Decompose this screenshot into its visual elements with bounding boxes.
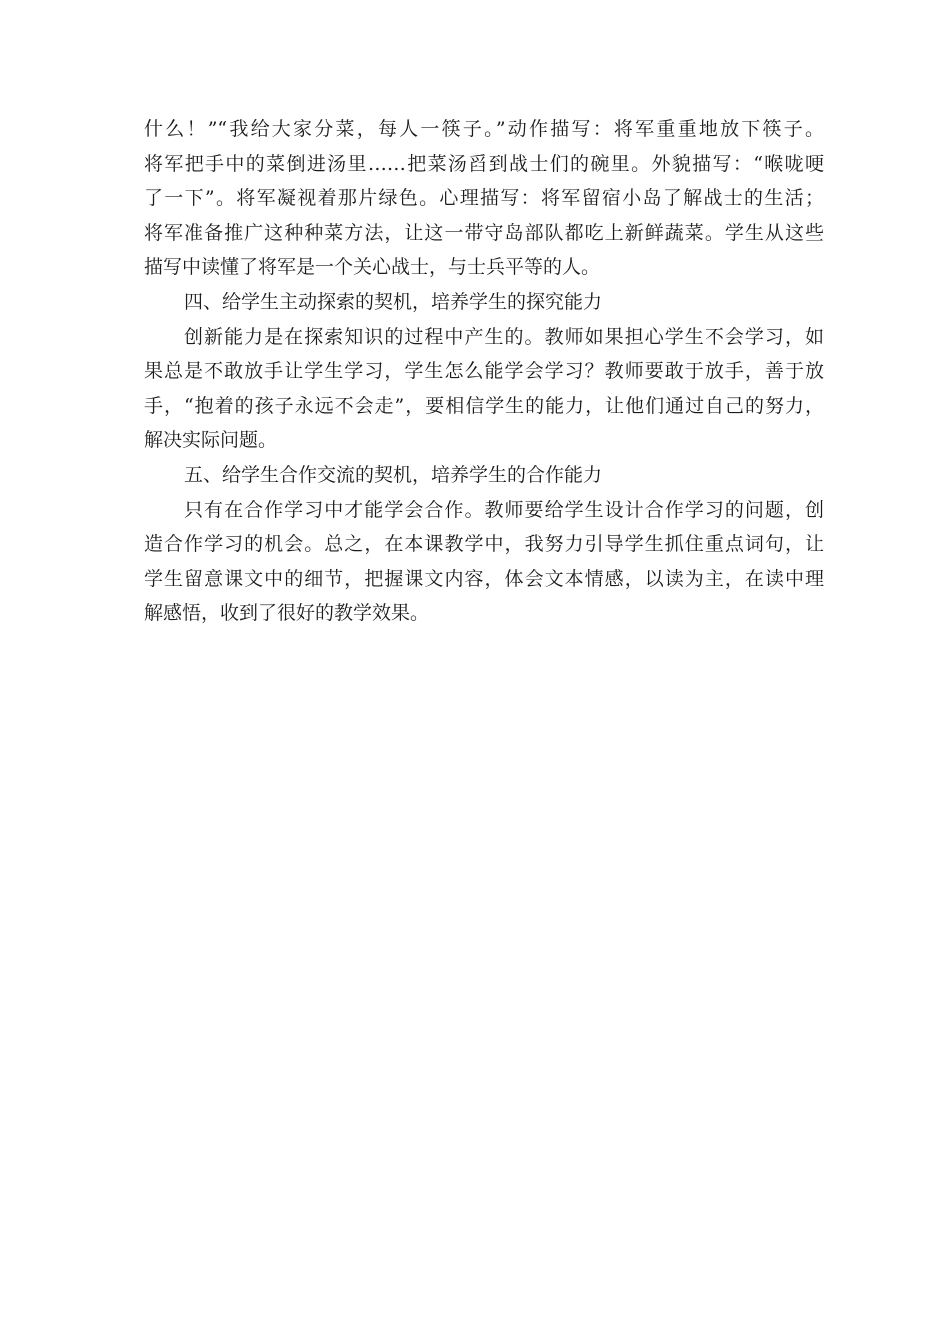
paragraph-line: 果总是不敢放手让学生学习，学生怎么能学会学习？教师要敢于放手，善于放: [144, 360, 824, 383]
paragraph-line: 描写中读懂了将军是一个关心战士，与士兵平等的人。: [144, 256, 601, 279]
paragraph-line: 解决实际问题。: [144, 429, 278, 452]
paragraph-line: 学生留意课文中的细节，把握课文内容，体会文本情感，以读为主，在读中理: [144, 567, 824, 590]
paragraph-line: 将军准备推广这种种菜方法，让这一带守岛部队都吃上新鲜蔬菜。学生从这些: [144, 221, 824, 244]
section-heading: 五、给学生合作交流的契机，培养学生的合作能力: [184, 463, 603, 486]
paragraph-line: 解感悟，收到了很好的教学效果。: [144, 602, 430, 625]
document-body: [144, 112, 824, 631]
paragraph-line: 手，“抱着的孩子永远不会走”，要相信学生的能力，让他们通过自己的努力，: [144, 394, 824, 417]
paragraph-line: 创新能力是在探索知识的过程中产生的。教师如果担心学生不会学习，如: [184, 325, 824, 348]
paragraph-line: 造合作学习的机会。总之，在本课教学中，我努力引导学生抓住重点词句，让: [144, 533, 824, 556]
section-heading: 四、给学生主动探索的契机，培养学生的探究能力: [184, 290, 603, 313]
paragraph-line: 什么！”“我给大家分菜，每人一筷子。”动作描写：将军重重地放下筷子。: [144, 118, 824, 140]
paragraph-line: 将军把手中的菜倒进汤里……把菜汤舀到战士们的碗里。外貌描写：“喉咙哽: [144, 152, 824, 175]
paragraph-line: 了一下”。将军凝视着那片绿色。心理描写：将军留宿小岛了解战士的生活；: [144, 187, 824, 210]
paragraph-line: 只有在合作学习中才能学会合作。教师要给学生设计合作学习的问题，创: [184, 498, 824, 521]
